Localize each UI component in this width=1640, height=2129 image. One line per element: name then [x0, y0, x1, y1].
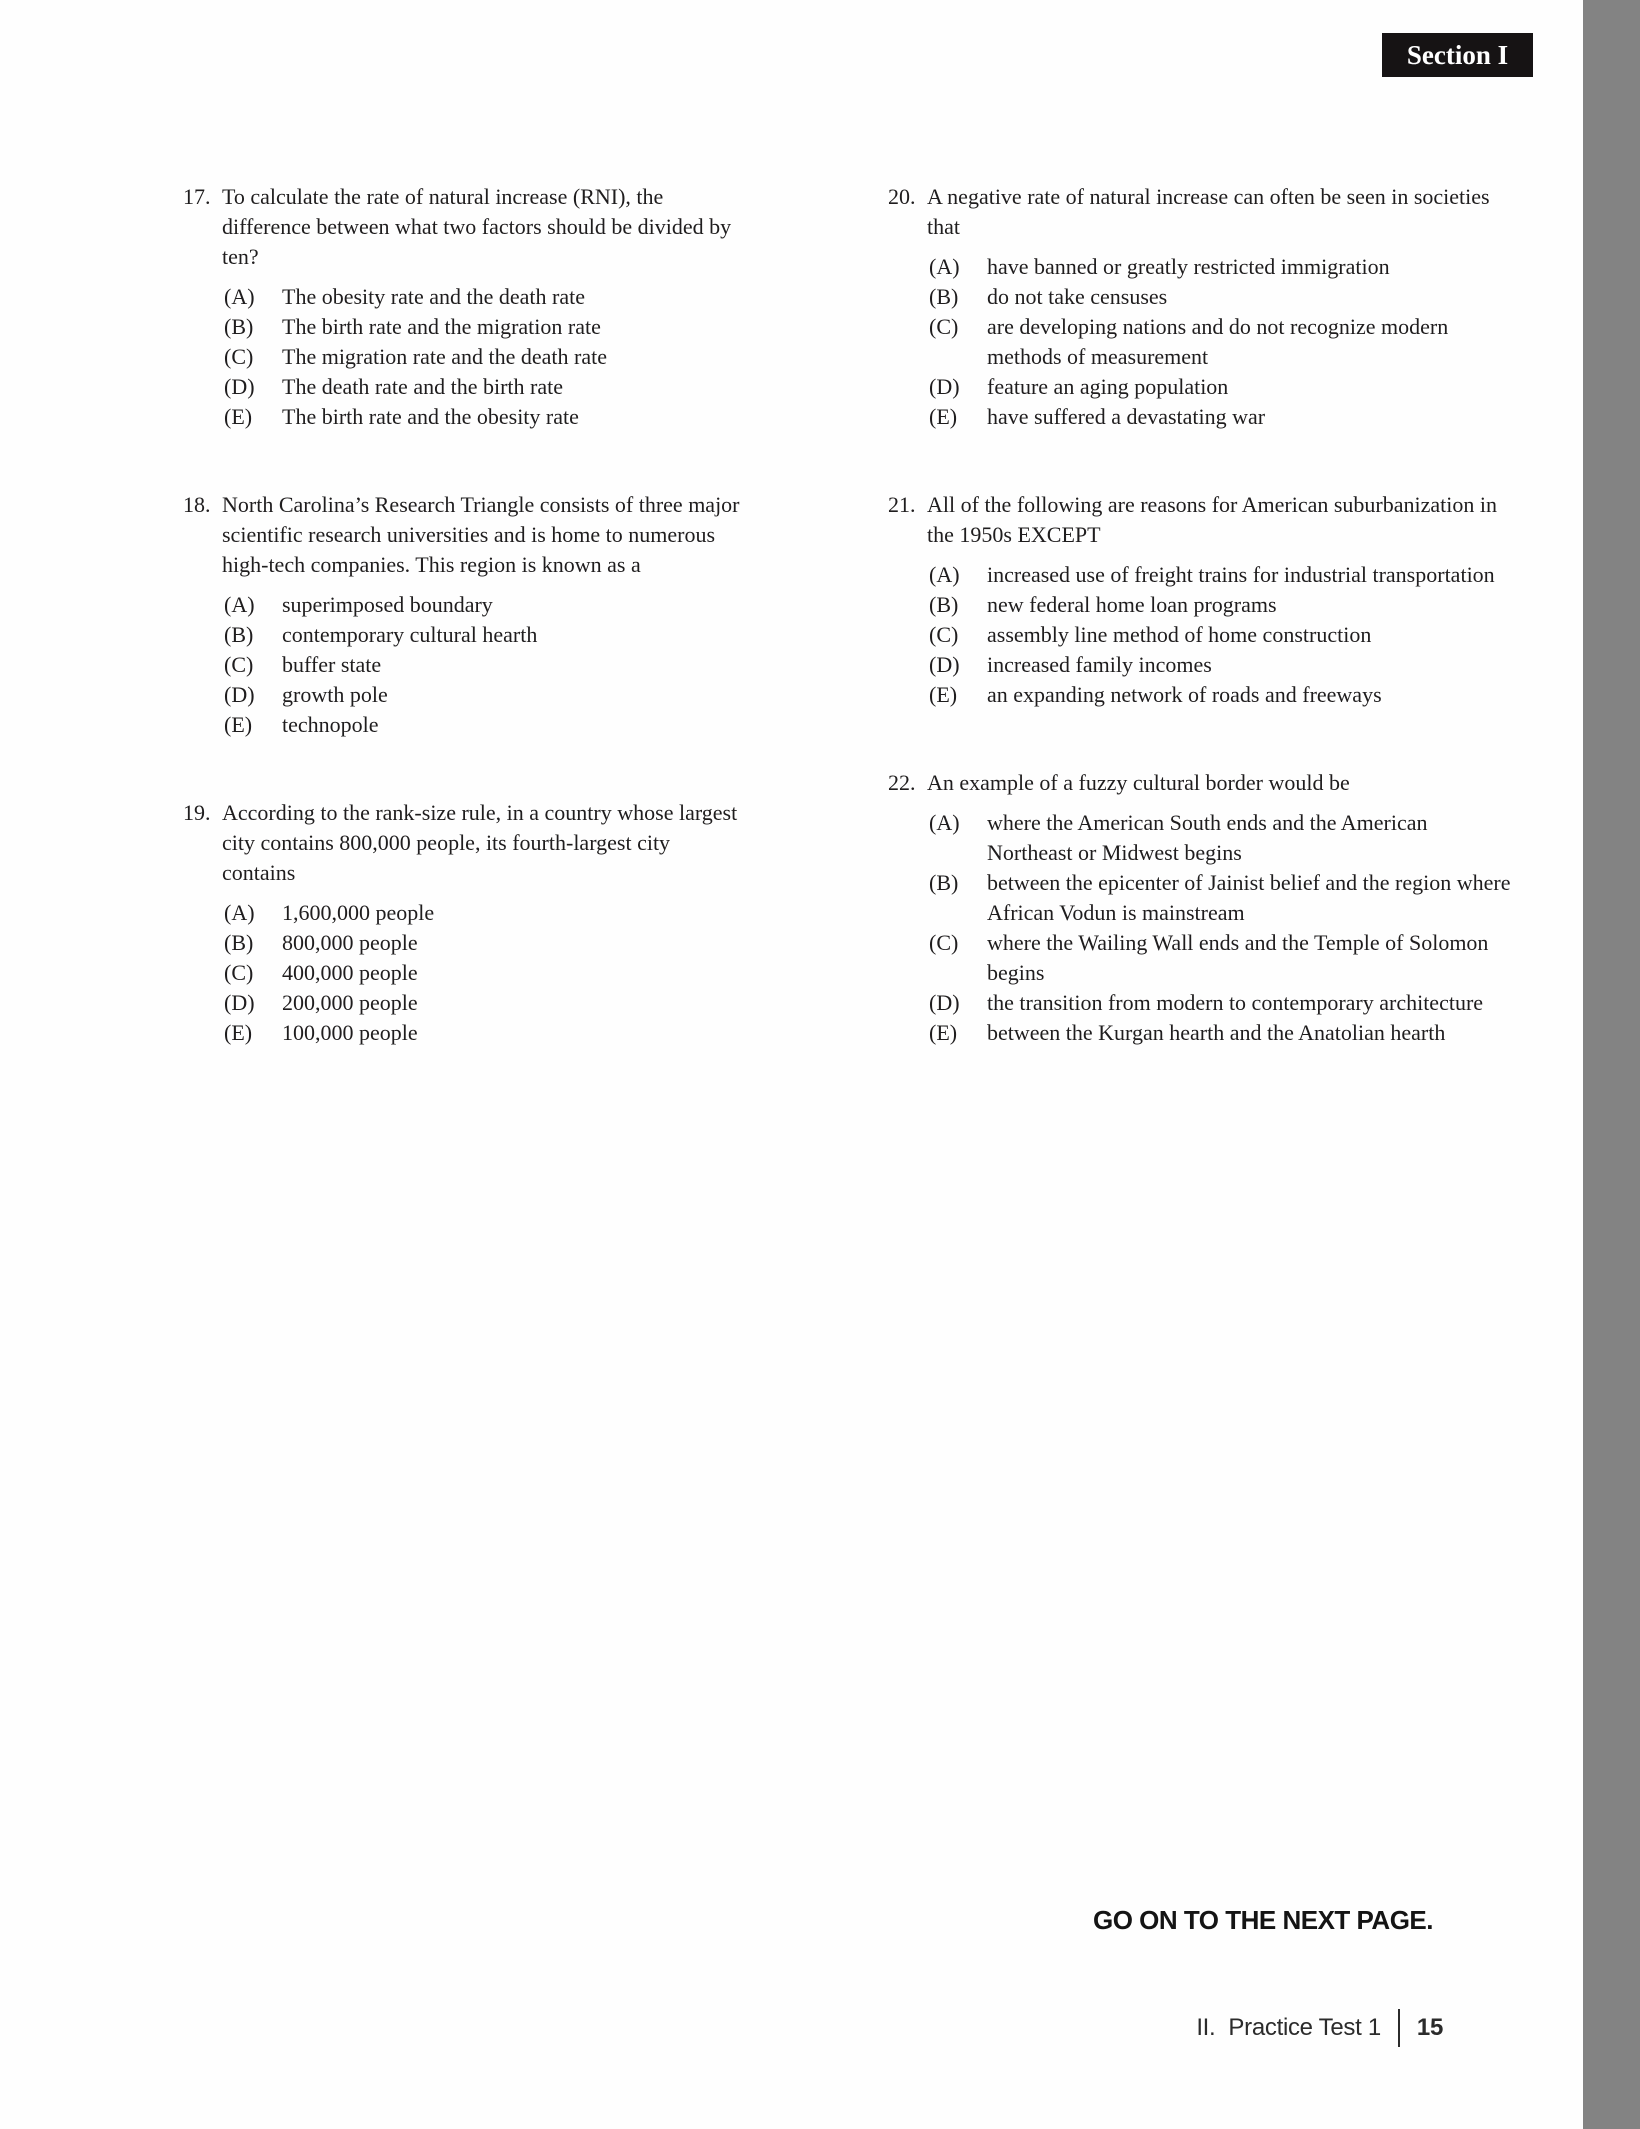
choice-text: The birth rate and the migration rate [282, 314, 601, 339]
choice-letter: (A) [224, 592, 255, 617]
choice-list [929, 560, 1513, 710]
question-number: 18. [183, 492, 211, 517]
choice [224, 958, 747, 988]
choice-letter: (C) [224, 344, 254, 369]
question-stem: To calculate the rate of natural increase (RNI), the difference between what two factors should be divided by ten? [222, 184, 732, 269]
choice-letter: (B) [929, 284, 959, 309]
choice-text: increased family incomes [987, 652, 1212, 677]
choice-text: are developing nations and do not recognize modern methods of measurement [987, 314, 1449, 369]
choice-text: an expanding network of roads and freeways [987, 682, 1382, 707]
choice-letter: (D) [929, 652, 960, 677]
choice-list [929, 808, 1513, 1048]
choice [929, 620, 1513, 650]
choice-letter: (B) [224, 314, 254, 339]
go-on-notice: GO ON TO THE NEXT PAGE. [1092, 1905, 1433, 1935]
page-footer [1196, 2008, 1443, 2048]
question-body [927, 490, 1513, 710]
choice-list [224, 590, 747, 740]
question-18 [183, 490, 747, 740]
question-stem: North Carolina’s Research Triangle consists of three major scientific research universities and is home to numerous high-tech companies. This region is known as a [222, 492, 740, 577]
choice-text: The obesity rate and the death rate [282, 284, 585, 309]
question-body [222, 182, 747, 432]
choice-letter: (C) [224, 960, 254, 985]
question-17 [183, 182, 747, 432]
choice-text: 200,000 people [282, 990, 418, 1015]
footer-divider [1398, 2009, 1400, 2047]
choice-letter: (D) [224, 990, 255, 1015]
choice [929, 560, 1513, 590]
choice [224, 928, 747, 958]
choice-text: superimposed boundary [282, 592, 493, 617]
question-number: 19. [183, 800, 211, 825]
right-column [888, 182, 1513, 1106]
choice [224, 342, 747, 372]
choice [224, 402, 747, 432]
choice-text: buffer state [282, 652, 382, 677]
choice-text: contemporary cultural hearth [282, 622, 538, 647]
choice-list [224, 898, 747, 1048]
choice-letter: (E) [929, 682, 958, 707]
choice-text: 100,000 people [282, 1020, 418, 1045]
choice-text: the transition from modern to contemporary architecture [987, 990, 1484, 1015]
choice-text: new federal home loan programs [987, 592, 1277, 617]
choice [929, 868, 1513, 928]
question-stem: A negative rate of natural increase can often be seen in societies that [927, 184, 1490, 239]
choice-letter: (A) [224, 284, 255, 309]
page-number: 15 [1416, 2014, 1443, 2041]
choice [224, 282, 747, 312]
choice [224, 710, 747, 740]
choice [224, 650, 747, 680]
choice [929, 590, 1513, 620]
choice-text: between the epicenter of Jainist belief and the region where African Vodun is mainstream [987, 870, 1511, 925]
choice [224, 1018, 747, 1048]
choice-letter: (C) [929, 314, 959, 339]
choice-text: growth pole [282, 682, 388, 707]
choice-letter: (B) [929, 870, 959, 895]
choice-text: where the American South ends and the American Northeast or Midwest begins [987, 810, 1428, 865]
choice-letter: (D) [224, 682, 255, 707]
question-body [927, 182, 1513, 432]
question-21 [888, 490, 1513, 710]
choice-letter: (D) [929, 990, 960, 1015]
question-number: 22. [888, 770, 916, 795]
choice [929, 312, 1513, 372]
choice-text: have banned or greatly restricted immigration [987, 254, 1390, 279]
choice-letter: (C) [929, 622, 959, 647]
choice-letter: (C) [929, 930, 959, 955]
choice-text: The death rate and the birth rate [282, 374, 563, 399]
right-edge-gray-bar [1583, 0, 1640, 2129]
choice-list [224, 282, 747, 432]
choice-letter: (A) [224, 900, 255, 925]
question-19 [183, 798, 747, 1048]
choice-text: The migration rate and the death rate [282, 344, 607, 369]
choice [224, 988, 747, 1018]
question-number: 21. [888, 492, 916, 517]
choice [929, 1018, 1513, 1048]
choice-text: assembly line method of home construction [987, 622, 1372, 647]
choice [224, 898, 747, 928]
choice-text: feature an aging population [987, 374, 1229, 399]
left-column [183, 182, 747, 1106]
question-stem: According to the rank-size rule, in a country whose largest city contains 800,000 people, its fourth-largest city contains [222, 800, 738, 885]
choice [929, 808, 1513, 868]
choice-letter: (D) [929, 374, 960, 399]
choice [929, 650, 1513, 680]
choice [224, 590, 747, 620]
chapter-label: II. [1196, 2014, 1216, 2041]
choice [224, 372, 747, 402]
choice-letter: (D) [224, 374, 255, 399]
question-stem: An example of a fuzzy cultural border would be [927, 770, 1350, 795]
question-body [222, 798, 747, 1048]
choice-text: The birth rate and the obesity rate [282, 404, 579, 429]
choice-list [929, 252, 1513, 432]
choice-text: do not take censuses [987, 284, 1168, 309]
choice [929, 928, 1513, 988]
question-stem: All of the following are reasons for American suburbanization in the 1950s EXCEPT [927, 492, 1498, 547]
choice-letter: (A) [929, 810, 960, 835]
choice-letter: (B) [929, 592, 959, 617]
choice [224, 312, 747, 342]
choice [929, 372, 1513, 402]
question-20 [888, 182, 1513, 432]
choice-letter: (B) [224, 622, 254, 647]
choice-letter: (E) [224, 404, 253, 429]
choice [224, 680, 747, 710]
question-22 [888, 768, 1513, 1048]
choice [929, 988, 1513, 1018]
choice-letter: (E) [929, 1020, 958, 1045]
choice-text: 800,000 people [282, 930, 418, 955]
choice-letter: (B) [224, 930, 254, 955]
choice-text: increased use of freight trains for industrial transportation [987, 562, 1495, 587]
choice-text: 1,600,000 people [282, 900, 435, 925]
choice-letter: (E) [224, 1020, 253, 1045]
question-number: 17. [183, 184, 211, 209]
question-body [927, 768, 1513, 1048]
choice [929, 252, 1513, 282]
question-body [222, 490, 747, 740]
choice-letter: (E) [224, 712, 253, 737]
choice-text: have suffered a devastating war [987, 404, 1266, 429]
choice-text: where the Wailing Wall ends and the Temple of Solomon begins [987, 930, 1489, 985]
choice [929, 402, 1513, 432]
choice-letter: (A) [929, 254, 960, 279]
choice-letter: (C) [224, 652, 254, 677]
choice-letter: (A) [929, 562, 960, 587]
question-number: 20. [888, 184, 916, 209]
choice-letter: (E) [929, 404, 958, 429]
choice-text: technopole [282, 712, 379, 737]
section-badge-label: Section I [1406, 39, 1509, 70]
choice-text: between the Kurgan hearth and the Anatolian hearth [987, 1020, 1446, 1045]
choice [929, 680, 1513, 710]
section-badge [1382, 33, 1533, 77]
choice-text: 400,000 people [282, 960, 418, 985]
choice [224, 620, 747, 650]
choice [929, 282, 1513, 312]
book-section-title: Practice Test 1 [1228, 2014, 1381, 2041]
